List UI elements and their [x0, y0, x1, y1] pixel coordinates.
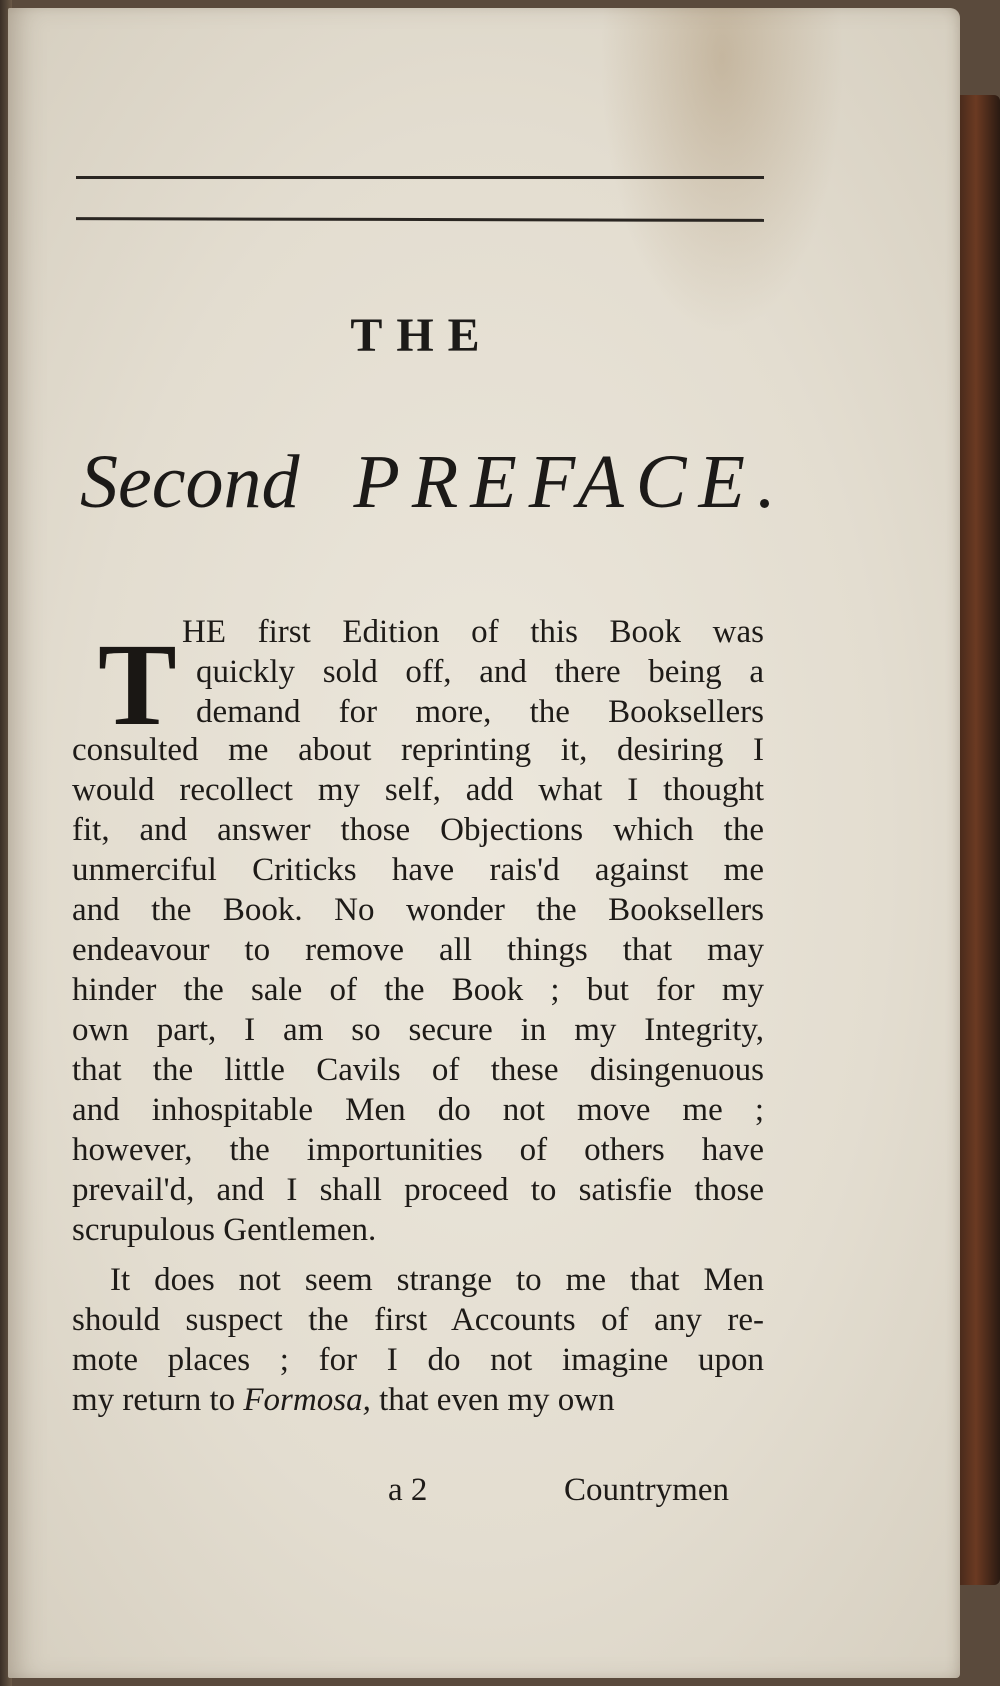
place-name-formosa: Formosa,: [243, 1382, 371, 1418]
book-page: [8, 8, 960, 1678]
text-line-11: own part, I am so secure in my Integrity,: [72, 1012, 764, 1048]
text-line-9: endeavour to remove all things that may: [72, 932, 764, 968]
text-line-17: It does not seem strange to me that Men: [110, 1262, 764, 1298]
text-line-7: unmerciful Criticks have rais'd against me: [72, 852, 764, 888]
text-line-16: scrupulous Gentlemen.: [72, 1212, 377, 1248]
text-line-12: that the little Cavils of these disingenuous: [72, 1052, 764, 1088]
signature-mark: a 2: [388, 1472, 428, 1508]
top-rule: [76, 176, 764, 179]
title-word-preface: PREFACE.: [353, 440, 788, 524]
text-line-3: demand for more, the Booksellers: [196, 694, 764, 730]
book-cover-edge: [960, 95, 1000, 1585]
text-line-13: and inhospitable Men do not move me ;: [72, 1092, 764, 1128]
text-line-6: fit, and answer those Objections which the: [72, 812, 764, 848]
page-title: [80, 440, 788, 524]
text-line-20: [72, 1380, 764, 1420]
text-line-18: should suspect the first Accounts of any re-: [72, 1302, 764, 1338]
catchword: Countrymen: [564, 1472, 729, 1508]
text-line-19: mote places ; for I do not imagine upon: [72, 1342, 764, 1378]
text-line-2: quickly sold off, and there being a: [196, 654, 764, 690]
text-line-15: prevail'd, and I shall proceed to satisfie those: [72, 1172, 764, 1208]
heading-the: THE: [350, 309, 494, 362]
text-line-1: HE first Edition of this Book was: [182, 614, 764, 650]
text-line-20-start: my return to: [72, 1382, 244, 1418]
text-line-10: hinder the sale of the Book ; but for my: [72, 972, 764, 1008]
text-line-14: however, the importunities of others have: [72, 1132, 764, 1168]
text-line-20-end: that even my own: [370, 1382, 615, 1418]
text-line-4: consulted me about reprinting it, desiring I: [72, 732, 764, 768]
bottom-rule: [76, 217, 764, 222]
title-word-second: Second: [80, 440, 300, 524]
text-line-5: would recollect my self, add what I thought: [72, 772, 764, 808]
text-line-8: and the Book. No wonder the Booksellers: [72, 892, 764, 928]
drop-cap: T: [98, 619, 177, 750]
